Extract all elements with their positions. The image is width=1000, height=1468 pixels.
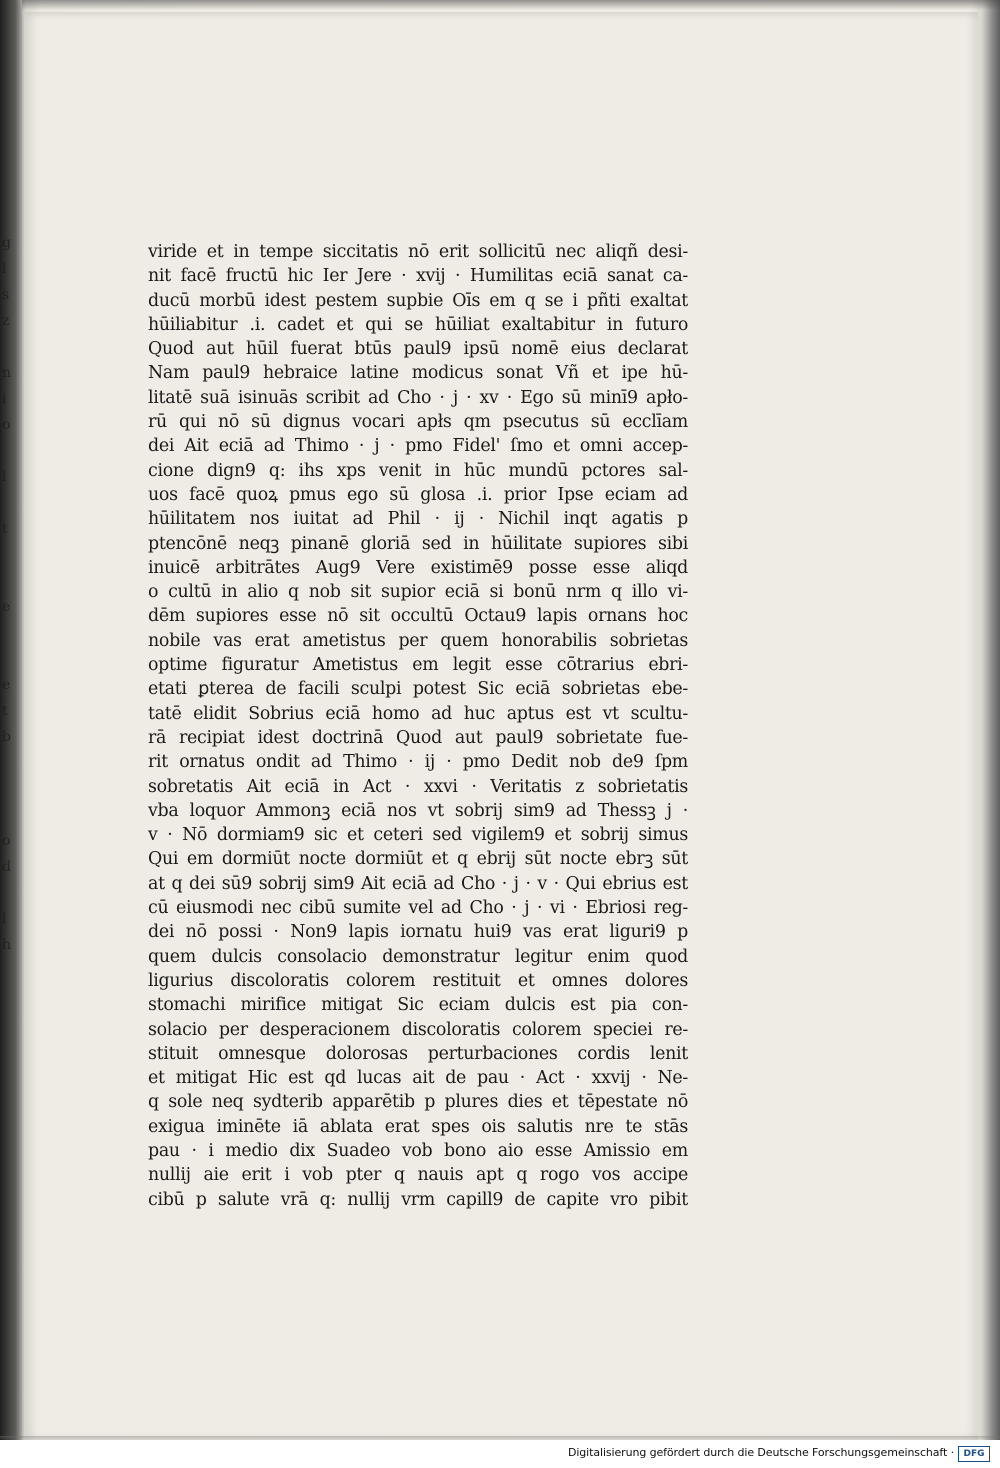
- text-line: dēm supiores esse nō sit occultū Octau9 lapis ornans hoc: [148, 606, 688, 627]
- text-line: hūilitatem nos iuitat ad Phil · ij · Nichil inqt agatis p: [148, 509, 688, 530]
- text-line: cione dign9 q: ihs xps venit in hūc mundū pctores sal-: [148, 460, 688, 481]
- dfg-logo: DFG: [958, 1446, 990, 1462]
- text-line: stomachi mirifice mitigat Sic eciam dulcis est pia con-: [148, 995, 688, 1016]
- text-line: o cultū in alio q nob sit supior eciā si bonū nrm q illo vi-: [148, 582, 688, 603]
- text-line: at q dei sū9 sobrij sim9 Ait eciā ad Cho · j · v · Qui ebrius est: [148, 873, 688, 894]
- text-line: hūiliabitur .i. cadet et qui se hūiliat exaltabitur in futuro: [148, 314, 688, 335]
- text-line: solacio per desperacionem discoloratis colorem speciei re-: [148, 1019, 688, 1040]
- text-line: uos facē quoꝝ pmus ego sū glosa .i. prior Ipse eciam ad: [148, 484, 688, 505]
- text-line: stituit omnesque dolorosas perturbaciones cordis lenit: [148, 1043, 688, 1064]
- text-line: rit ornatus ondit ad Thimo · ij · pmo Dedit nob de9 ſpm: [148, 752, 688, 773]
- text-line: quem dulcis consolacio demonstratur legitur enim quod: [148, 946, 688, 967]
- text-line: exigua iminēte iā ablata erat spes ois salutis nre te stās: [148, 1116, 688, 1137]
- footer-bar: [0, 1440, 1000, 1468]
- text-line: vba loquor Ammonꝫ eciā nos vt sobrij sim9 ad Thessꝫ j ·: [148, 800, 688, 821]
- top-shadow: [0, 0, 1000, 10]
- text-line: rū qui nō sū dignus vocari apłs qm psecutus sū ecclīam: [148, 412, 688, 433]
- text-line: optime figuratur Ametistus em legit esse cōtrarius ebri-: [148, 655, 688, 676]
- facing-page-fragments: g l s z n i o l t e e t b o d l h: [2, 235, 12, 953]
- text-line: ptencōnē neqꝫ pinanē gloriā sed in hūilitate supiores sibi: [148, 533, 688, 554]
- text-line: cū eiusmodi nec cibū sumite vel ad Cho · j · vi · Ebriosi reg-: [148, 898, 688, 919]
- text-line: etati ꝑterea de facili sculpi potest Sic eciā sobrietas ebe-: [148, 679, 688, 700]
- text-line: v · Nō dormiam9 sic et ceteri sed vigilem9 et sobrij simus: [148, 825, 688, 846]
- text-line: pau · i medio dix Suadeo vob bono aio esse Amissio em: [148, 1140, 688, 1161]
- text-line: nit facē fructū hic Ier Jere · xvij · Humilitas eciā sanat ca-: [148, 266, 688, 287]
- text-line: sobretatis Ait eciā in Act · xxvi · Veritatis z sobrietatis: [148, 776, 688, 797]
- text-line: ligurius discoloratis colorem restituit et omnes dolores: [148, 970, 688, 991]
- facing-page-edge: [0, 0, 22, 1440]
- text-line: inuicē arbitrātes Aug9 Vere existimē9 posse esse aliqd: [148, 557, 688, 578]
- text-line: cibū p salute vrā q: nullij vrm capill9 de capite vro pibit: [148, 1189, 688, 1210]
- text-line: nobile vas erat ametistus per quem honorabilis sobrietas: [148, 630, 688, 651]
- text-line: Quod aut hūil fuerat btūs paul9 ipsū nomē eius declarat: [148, 339, 688, 360]
- text-line: viride et in tempe siccitatis nō erit sollicitū nec aliqñ desi-: [148, 242, 688, 262]
- book-page: [24, 12, 978, 1440]
- text-line: nullij aie erit i vob pter q nauis apt q rogo vos accipe: [148, 1165, 688, 1186]
- text-line: Nam paul9 hebraice latine modicus sonat Vñ et ipe hū-: [148, 363, 688, 384]
- text-line: litatē suā isinuās scribit ad Cho · j · xv · Ego sū minī9 apło-: [148, 387, 688, 408]
- text-line: et mitigat Hic est qd lucas ait de pau · Act · xxvij · Ne-: [148, 1068, 688, 1089]
- text-line: q sole neq sydterib apparētib p plures dies et tēpestate nō: [148, 1092, 688, 1113]
- text-line: rā recipiat idest doctrinā Quod aut paul9 sobrietate fue-: [148, 727, 688, 748]
- text-line: dei nō possi · Non9 lapis iornatu hui9 vas erat liguri9 p: [148, 922, 688, 943]
- footer-credit: Digitalisierung gefördert durch die Deutsche Forschungsgemeinschaft ·: [567, 1446, 954, 1459]
- text-line: Qui em dormiūt nocte dormiūt et q ebrij sūt nocte ebrꝫ sūt: [148, 849, 688, 870]
- text-line: tatē elidit Sobrius eciā homo ad huc aptus est vt scultu-: [148, 703, 688, 724]
- text-line: dei Ait eciā ad Thimo · j · pmo Fidel' ſmo et omni accep-: [148, 436, 688, 457]
- text-block: [148, 240, 688, 1212]
- text-line: ducū morbū idest pestem supbie Oīs em q se i pñti exaltat: [148, 290, 688, 311]
